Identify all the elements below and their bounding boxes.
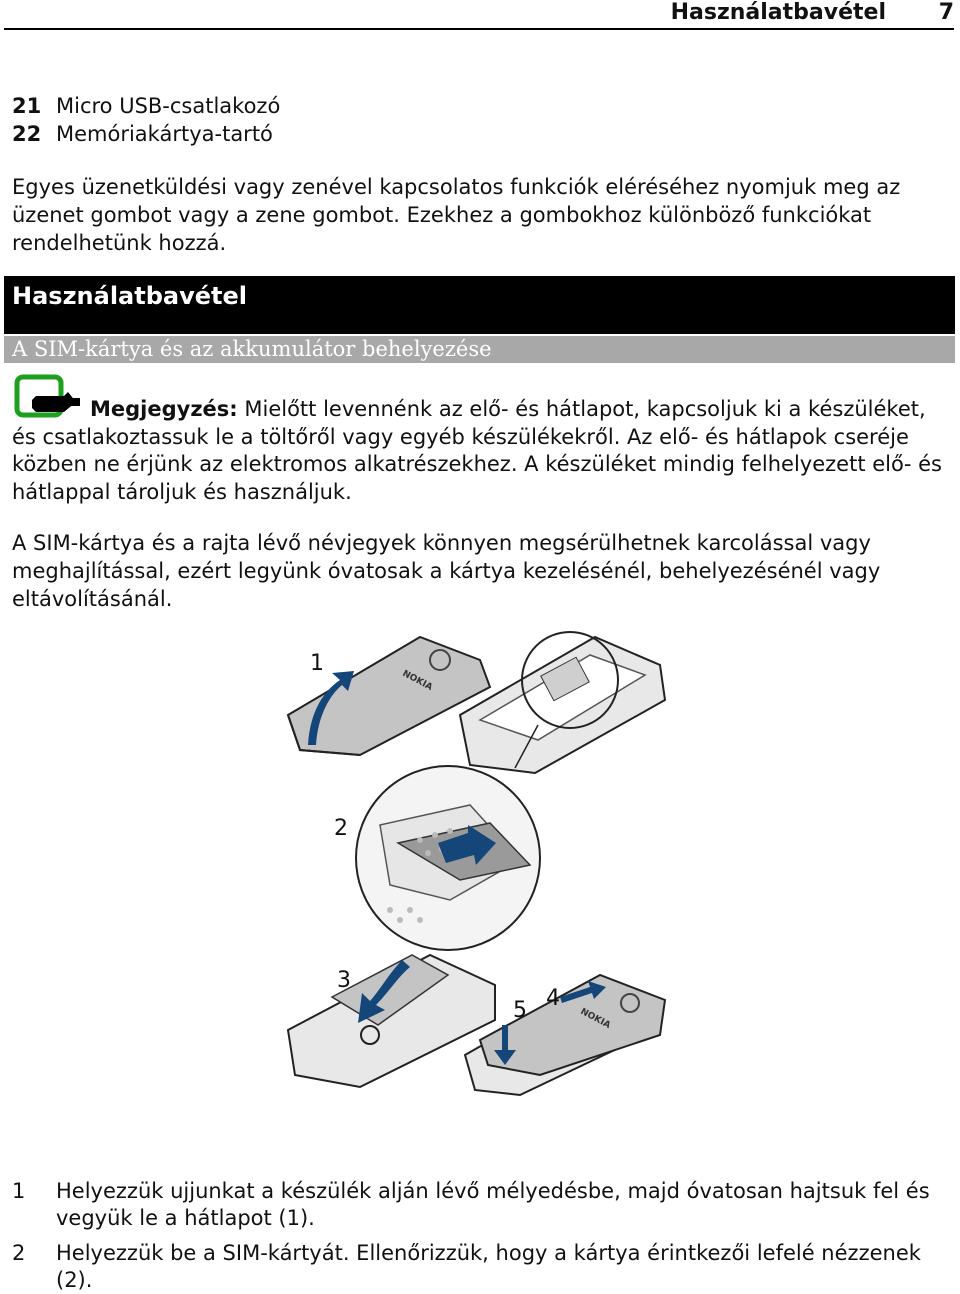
intro-paragraph: Egyes üzenetküldési vagy zenével kapcsolatos funkciók eléréséhez nyomjuk meg az üzenet gombot vagy a zene gombot. Ezekhez a gombokhoz különböző funkciókat rendelhetünk hozzá. <box>12 175 901 255</box>
sim-zoom-drawing <box>356 766 540 950</box>
brand-text: NOKIA <box>400 668 434 693</box>
page-number: 7 <box>938 0 954 25</box>
header-title: Használatbavétel <box>670 0 886 25</box>
step-label-3: 3 <box>337 968 351 993</box>
note-label: Megjegyzés: <box>90 397 238 421</box>
sim-paragraph: A SIM-kártya és a rajta lévő névjegyek könnyen megsérülhetnek karcolással vagy meghajlítással, ezért legyünk óvatosak a kártya kezelésénél, behelyezésénél vagy eltávolításánál. <box>12 531 881 611</box>
subsection-title: A SIM-kártya és az akkumulátor behelyezése <box>4 336 955 363</box>
part-item <box>12 94 280 118</box>
section-title: Használatbavétel <box>4 276 955 334</box>
part-label: Micro USB-csatlakozó <box>56 94 281 118</box>
list-item <box>12 1240 952 1294</box>
step-number: 2 <box>12 1241 26 1265</box>
step-label-2: 2 <box>334 816 348 841</box>
brand-text: NOKIA <box>578 1006 612 1031</box>
step-label-1: 1 <box>310 651 324 676</box>
step-text: Helyezzük ujjunkat a készülék alján lévő mélyedésbe, majd óvatosan hajtsuk fel és vegyük le a hátlapot (1). <box>56 1179 930 1230</box>
step-label-4: 4 <box>546 986 560 1011</box>
part-label: Memóriakártya-tartó <box>56 122 273 146</box>
sim-insertion-illustration <box>270 625 700 1105</box>
step-label-5: 5 <box>513 998 527 1023</box>
note-text: Mielőtt levennénk az elő- és hátlapot, kapcsoljuk ki a készüléket, és csatlakoztassuk le a töltőről vagy egyéb készülékekről. Az elő- és hátlapok cseréje közben ne érjünk az elektromos alkatrészekhez. A készüléket mindig felhelyezett elő- és hátlappal tároljuk és használjuk. <box>12 397 942 504</box>
list-item <box>12 1178 952 1232</box>
step-number: 1 <box>12 1179 26 1203</box>
step-text: Helyezzük be a SIM-kártyát. Ellenőrizzük, hogy a kártya érintkezői lefelé nézzenek (2). <box>56 1241 921 1292</box>
part-number: 22 <box>12 122 42 146</box>
part-number: 21 <box>12 94 42 118</box>
note <box>12 396 952 506</box>
phone-open-drawing <box>460 632 665 773</box>
part-item <box>12 122 273 146</box>
page-header <box>4 0 954 30</box>
